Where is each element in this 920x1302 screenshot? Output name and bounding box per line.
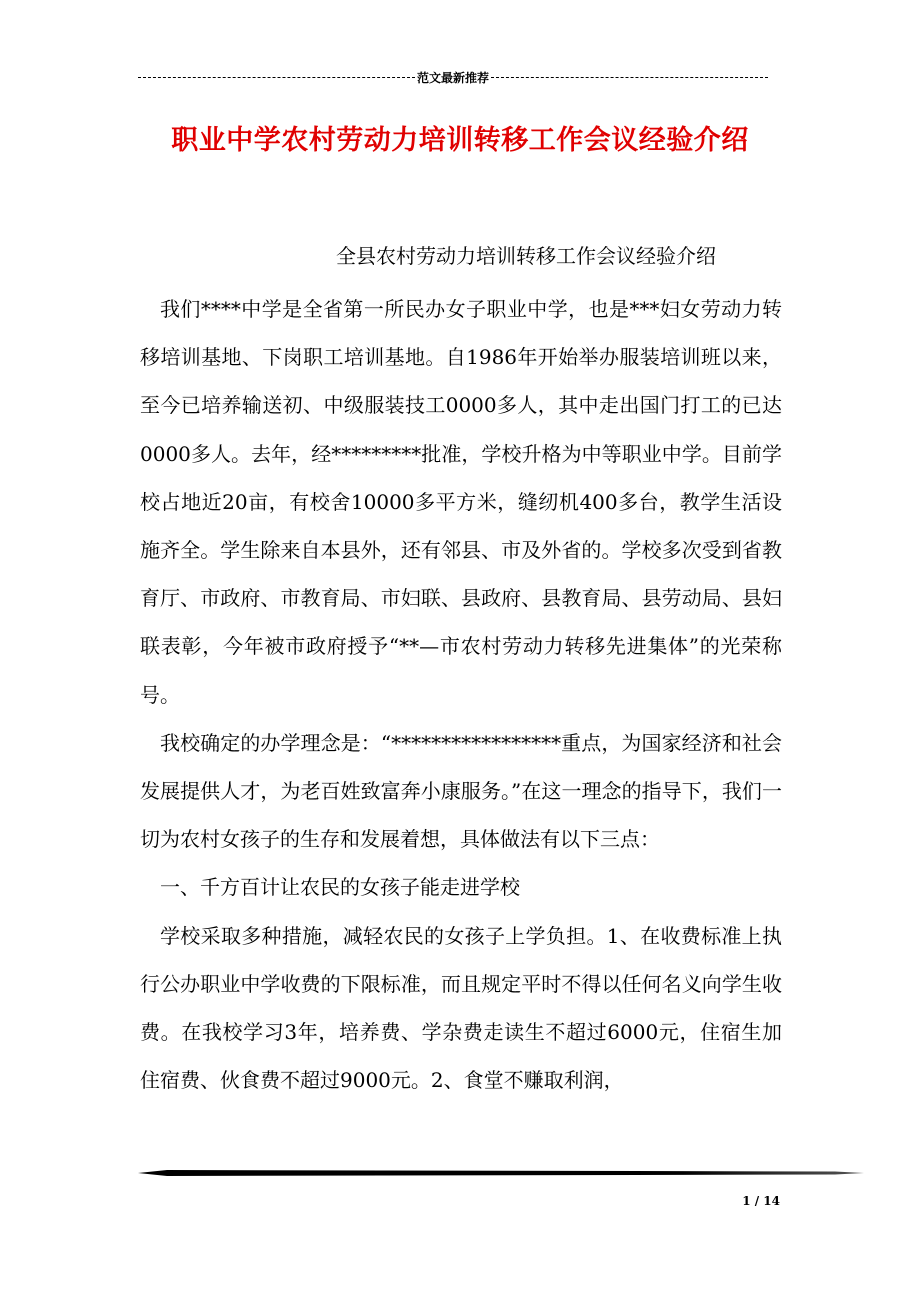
document-title: 职业中学农村劳动力培训转移工作会议经验介绍 [171, 125, 749, 156]
header-rule-left [138, 77, 415, 78]
section-heading-1: 一、千方百计让农民的女孩子能走进学校 [160, 875, 520, 900]
header-label: 范文最新推荐 [417, 70, 490, 85]
document-subtitle: 全县农村劳动力培训转移工作会议经验介绍 [336, 244, 716, 268]
paragraph-measures: 学校采取多种措施，减轻农民的女孩子上学负担。1、在收费标准上执行公办职业中学收费的下限标准，而且规定平时不得以任何名义向学生收费。在我校学习3年，培养费、学杂费走读生不超过6000元，住宿生加住宿费、伙食费不超过9000元。2、食堂不赚取利润， [140, 923, 782, 1093]
document-body [140, 285, 782, 1104]
paragraph-philosophy: 我校确定的办学理念是：“*****************重点，为国家经济和社会发展提供人才，为老百姓致富奔小康服务。”在这一理念的指导下，我们一切为农村女孩子的生存和发展着想，具体做法有以下三点： [140, 730, 782, 852]
header-rule-right [491, 77, 768, 78]
page-number: 1 / 14 [742, 1194, 780, 1208]
footer-rule [138, 1170, 864, 1176]
page-header [138, 66, 768, 88]
paragraph-intro: 我们****中学是全省第一所民办女子职业中学，也是***妇女劳动力转移培训基地、下岗职工培训基地。自1986年开始举办服装培训班以来，至今已培养输送初、中级服装技工0000多人，其中走出国门打工的已达0000多人。去年，经*********批准，学校升格为中等职业中学。目前学校占地近20亩，有校舍10000多平方米，缝纫机400多台，教学生活设施齐全。学生除来自本县外，还有邻县、市及外省的。学校多次受到省教育厅、市政府、市教育局、市妇联、县政府、县教育局、县劳动局、县妇联表彰，今年被市政府授予“**—市农村劳动力转移先进集体”的光荣称号。 [140, 297, 782, 707]
